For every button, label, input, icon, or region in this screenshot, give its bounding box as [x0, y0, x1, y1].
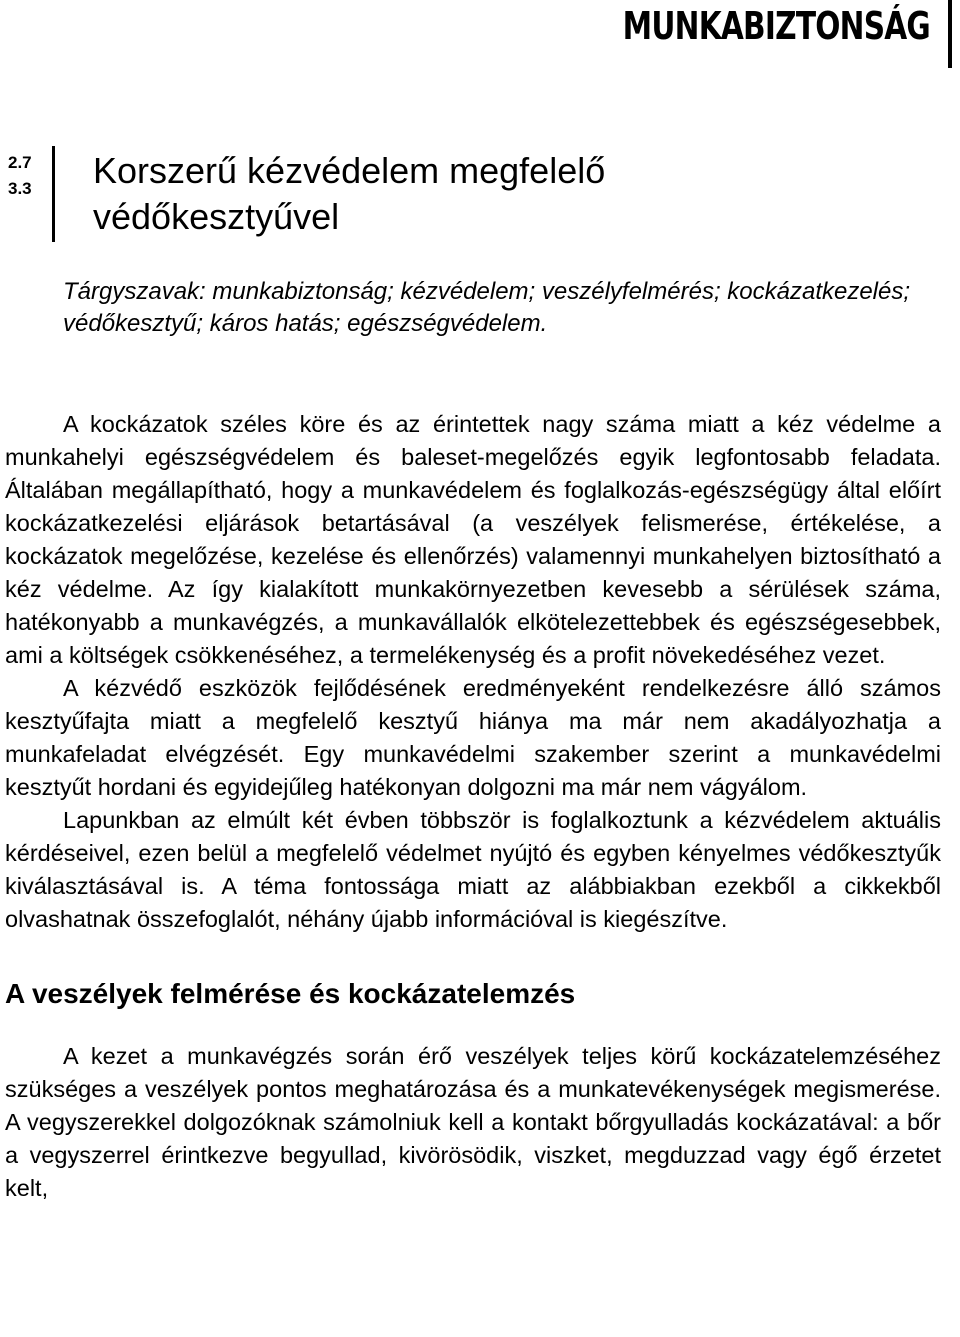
section-number-line2: 3.3	[8, 179, 32, 198]
section-heading: A veszélyek felmérése és kockázatelemzés	[5, 978, 576, 1009]
article-title-line1: Korszerű kézvédelem megfelelő	[93, 150, 606, 191]
section-number	[8, 150, 32, 202]
paragraph: Lapunkban az elmúlt két évben többször is foglalkoztunk a kézvédelem aktuális kérdéseivel, ezen belül a megfelelő védelmet nyújtó és egyben kényelmes védőkesztyűk kiválasztásával is. A téma fontossága miatt az alábbiakban ezekből a cikkekből olvashatnak összefoglalót, néhány újabb információval is kiegészítve.	[5, 807, 941, 932]
header-bar	[948, 0, 952, 68]
keywords: Tárgyszavak: munkabiztonság; kézvédelem; veszélyfelmérés; kockázatkezelés; védőkesztyű; káros hatás; egészségvédelem.	[63, 278, 911, 337]
paragraph: A kezet a munkavégzés során érő veszélyek teljes körű kockázatelemzéséhez szükséges a veszélyek pontos meghatározása és a munkatevékenységek megismerése. A vegyszerekkel dolgozóknak számolniuk kell a kontakt bőrgyulladás kockázatával: a bőr a vegyszerrel érintkezve begyullad, kivörösödik, viszket, megduzzad vagy égő érzetet kelt,	[5, 1043, 941, 1201]
article-body	[5, 408, 941, 1205]
article-title-line2: védőkesztyűvel	[93, 196, 340, 237]
paragraph: A kockázatok széles köre és az érintettek nagy száma miatt a kéz védelme a munkahelyi egészségvédelem és baleset-megelőzés egyik legfontosabb feladata. Általában megállapítható, hogy a munkavédelem és foglalkozás-egészségügy által előírt kockázatkezelési eljárások betartásával (a veszélyek felismerése, értékelése, a kockázatok megelőzése, kezelése és ellenőrzés) valamennyi munkahelyen biztosítható a kéz védelme. Az így kialakított munkakörnyezetben kevesebb a sérülések száma, hatékonyabb a munkavégzés, a munkavállalók elkötelezettebbek és egészségesebbek, ami a költségek csökkenéséhez, a termelékenység és a profit növekedéséhez vezet.	[5, 411, 941, 668]
paragraph: A kézvédő eszközök fejlődésének eredményeként rendelkezésre álló számos kesztyűfajta miatt a megfelelő kesztyű hiánya ma már nem akadályozhatja a munkafeladat elvégzését. Egy munkavédelmi szakember szerint a munkavédelmi kesztyűt hordani és egyidejűleg hatékonyan dolgozni ma már nem vágyálom.	[5, 675, 941, 800]
section-number-line1: 2.7	[8, 153, 32, 172]
header-title: MUNKABIZTONSÁG	[622, 4, 930, 48]
article-title	[93, 148, 605, 240]
section-rule	[52, 146, 55, 242]
